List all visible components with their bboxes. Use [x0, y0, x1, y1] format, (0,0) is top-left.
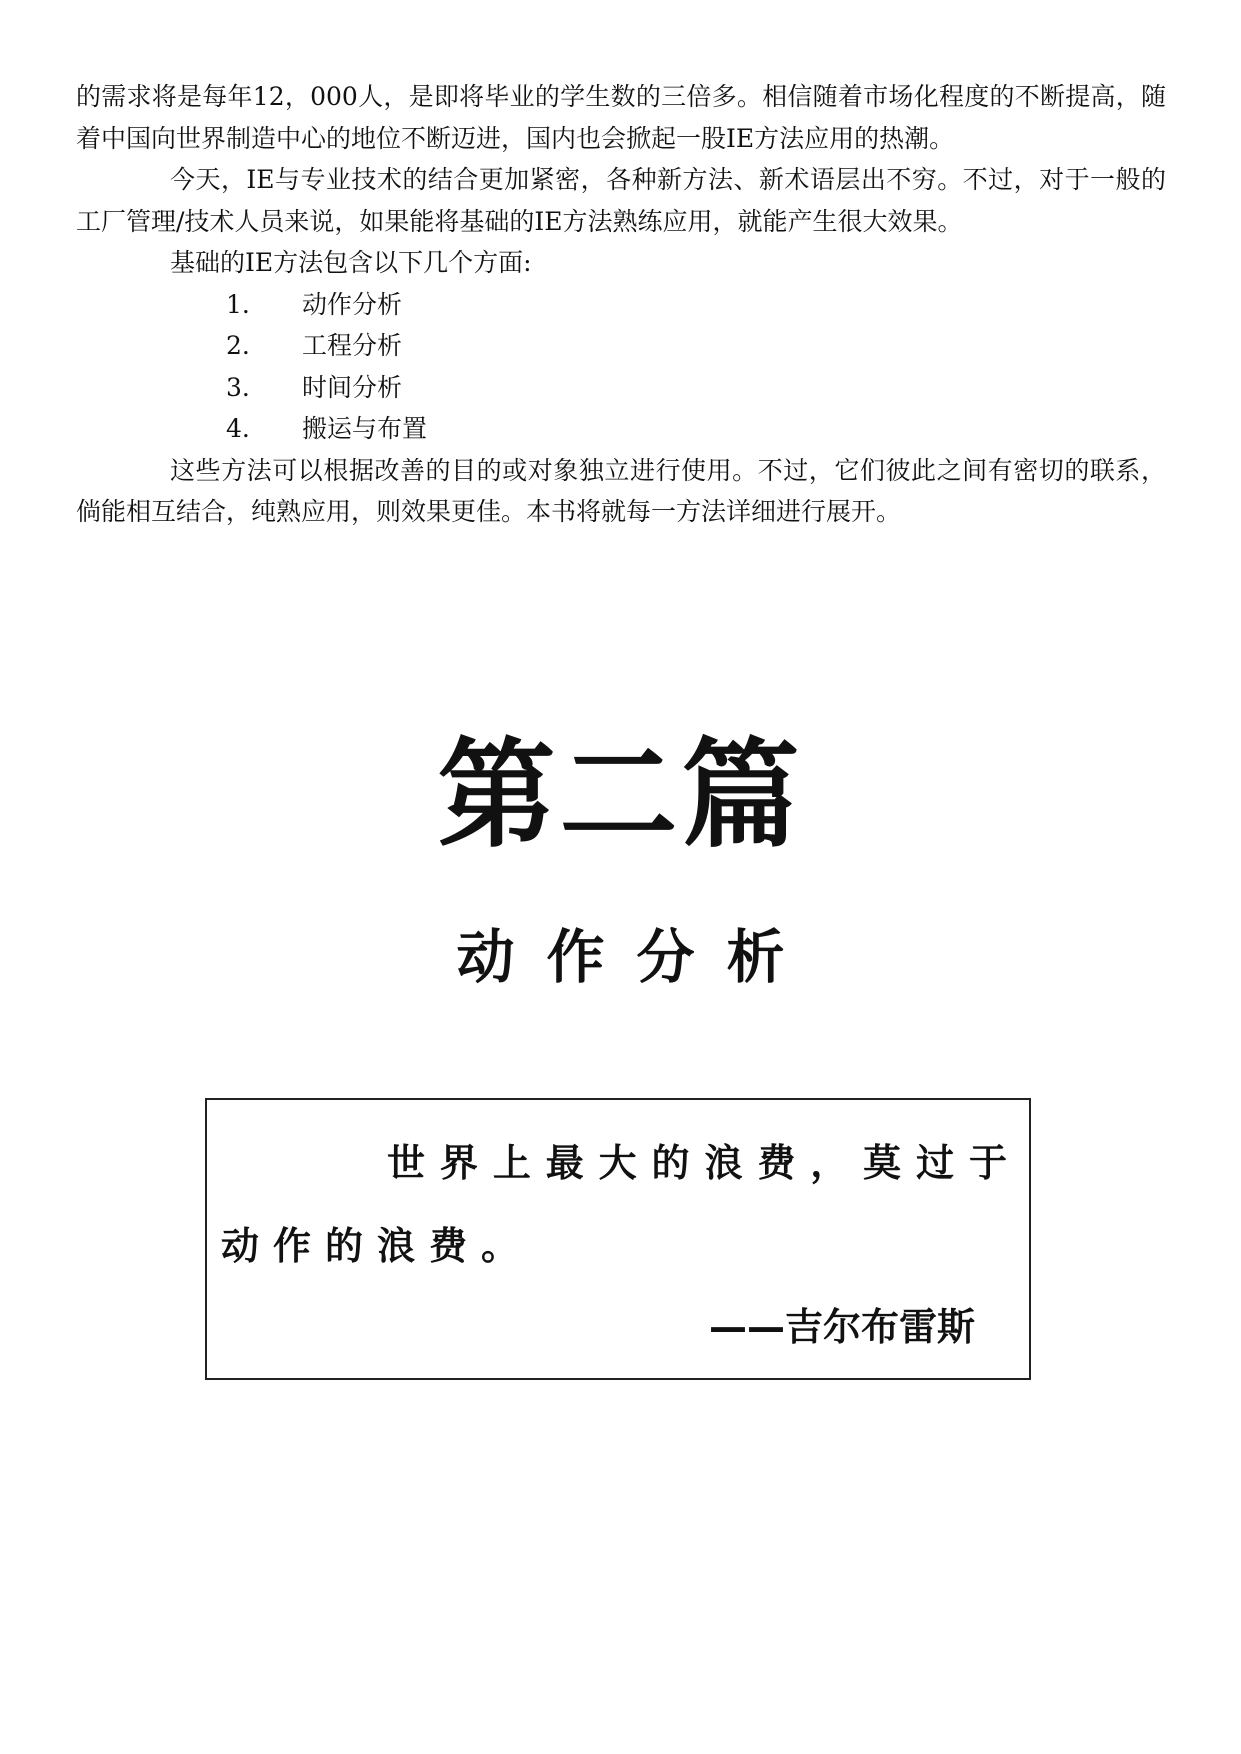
part-title: 第二篇 — [437, 725, 804, 864]
closing-paragraph: 这些方法可以根据改善的目的或对象独立进行使用。不过，它们彼此之间有密切的联系，倘能相互结合，纯熟应用，则效果更佳。本书将就每一方法详细进行展开。 — [76, 455, 1166, 526]
quote-author: ——吉尔布雷斯 — [708, 1305, 975, 1349]
list-item — [76, 367, 1166, 409]
method-list — [76, 284, 1166, 450]
quote-box — [205, 1098, 1031, 1380]
list-item — [76, 284, 1166, 326]
list-item-text: 时间分析 — [302, 372, 403, 402]
body-text — [76, 76, 1166, 533]
list-item-text: 动作分析 — [302, 289, 403, 319]
list-item-number: 3. — [226, 372, 250, 402]
quote-text: 世界上最大的浪费，莫过于动作的浪费。 — [221, 1141, 1021, 1268]
list-item-text: 工程分析 — [302, 331, 403, 360]
list-item — [76, 408, 1166, 450]
paragraph: 今天，IE与专业技术的结合更加紧密，各种新方法、新术语层出不穷。不过，对于一般的工厂管理/技术人员来说，如果能将基础的IE方法熟练应用，就能产生很大效果。 — [76, 165, 1166, 236]
list-item-number: 2. — [226, 331, 250, 360]
paragraph: 的需求将是每年12，000人，是即将毕业的学生数的三倍多。相信随着市场化程度的不断提高，随着中国向世界制造中心的地位不断迈进，国内也会掀起一股IE方法应用的热潮。 — [76, 82, 1166, 153]
list-item-number: 4. — [226, 414, 250, 443]
part-subtitle: 动作分析 — [456, 923, 817, 991]
list-item — [76, 325, 1166, 367]
list-item-text: 搬运与布置 — [302, 414, 428, 443]
paragraph: 基础的IE方法包含以下几个方面: — [170, 248, 532, 277]
list-item-number: 1. — [226, 289, 250, 319]
